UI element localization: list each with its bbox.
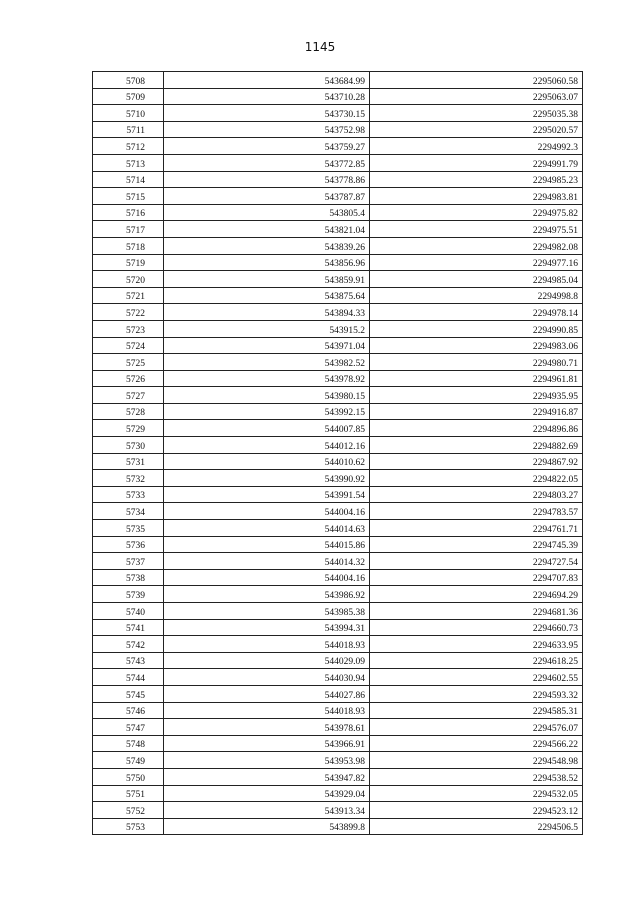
y-coordinate-cell: 2294961.81 — [370, 370, 583, 387]
x-coordinate-cell: 543915.2 — [164, 320, 370, 337]
point-id-cell: 5753 — [93, 818, 164, 835]
y-coordinate-cell: 2294660.73 — [370, 619, 583, 636]
x-coordinate-cell: 543966.91 — [164, 735, 370, 752]
point-id-cell: 5724 — [93, 337, 164, 354]
x-coordinate-cell: 543899.8 — [164, 818, 370, 835]
table-row — [93, 437, 583, 454]
y-coordinate-cell: 2294523.12 — [370, 802, 583, 819]
x-coordinate-cell: 543710.28 — [164, 88, 370, 105]
table-row — [93, 536, 583, 553]
y-coordinate-cell: 2294822.05 — [370, 470, 583, 487]
x-coordinate-cell: 543982.52 — [164, 354, 370, 371]
table-row — [93, 387, 583, 404]
point-id-cell: 5720 — [93, 271, 164, 288]
x-coordinate-cell: 543929.04 — [164, 785, 370, 802]
x-coordinate-cell: 543992.15 — [164, 403, 370, 420]
x-coordinate-cell: 544012.16 — [164, 437, 370, 454]
table-row — [93, 603, 583, 620]
y-coordinate-cell: 2294633.95 — [370, 636, 583, 653]
table-row — [93, 669, 583, 686]
table-row — [93, 221, 583, 238]
table-row — [93, 702, 583, 719]
y-coordinate-cell: 2295060.58 — [370, 72, 583, 89]
x-coordinate-cell: 543971.04 — [164, 337, 370, 354]
table-row — [93, 105, 583, 122]
y-coordinate-cell: 2294982.08 — [370, 237, 583, 254]
y-coordinate-cell: 2294681.36 — [370, 603, 583, 620]
point-id-cell: 5716 — [93, 204, 164, 221]
x-coordinate-cell: 543821.04 — [164, 221, 370, 238]
point-id-cell: 5751 — [93, 785, 164, 802]
point-id-cell: 5734 — [93, 503, 164, 520]
y-coordinate-cell: 2294761.71 — [370, 520, 583, 537]
y-coordinate-cell: 2295020.57 — [370, 121, 583, 138]
table-row — [93, 72, 583, 89]
table-row — [93, 768, 583, 785]
x-coordinate-cell: 543805.4 — [164, 204, 370, 221]
y-coordinate-cell: 2294990.85 — [370, 320, 583, 337]
table-row — [93, 420, 583, 437]
y-coordinate-cell: 2294975.82 — [370, 204, 583, 221]
y-coordinate-cell: 2294602.55 — [370, 669, 583, 686]
x-coordinate-cell: 544007.85 — [164, 420, 370, 437]
table-row — [93, 636, 583, 653]
y-coordinate-cell: 2294506.5 — [370, 818, 583, 835]
point-id-cell: 5709 — [93, 88, 164, 105]
x-coordinate-cell: 543875.64 — [164, 287, 370, 304]
table-row — [93, 520, 583, 537]
x-coordinate-cell: 544004.16 — [164, 503, 370, 520]
x-coordinate-cell: 543978.92 — [164, 370, 370, 387]
table-row — [93, 337, 583, 354]
point-id-cell: 5725 — [93, 354, 164, 371]
table-row — [93, 802, 583, 819]
table-row — [93, 320, 583, 337]
x-coordinate-cell: 544030.94 — [164, 669, 370, 686]
x-coordinate-cell: 543778.86 — [164, 171, 370, 188]
x-coordinate-cell: 544004.16 — [164, 569, 370, 586]
table-row — [93, 138, 583, 155]
y-coordinate-cell: 2294618.25 — [370, 652, 583, 669]
point-id-cell: 5710 — [93, 105, 164, 122]
y-coordinate-cell: 2294694.29 — [370, 586, 583, 603]
point-id-cell: 5711 — [93, 121, 164, 138]
y-coordinate-cell: 2294978.14 — [370, 304, 583, 321]
x-coordinate-cell: 543839.26 — [164, 237, 370, 254]
table-row — [93, 735, 583, 752]
table-row — [93, 553, 583, 570]
y-coordinate-cell: 2294707.83 — [370, 569, 583, 586]
y-coordinate-cell: 2294532.05 — [370, 785, 583, 802]
y-coordinate-cell: 2294882.69 — [370, 437, 583, 454]
point-id-cell: 5749 — [93, 752, 164, 769]
point-id-cell: 5723 — [93, 320, 164, 337]
table-row — [93, 154, 583, 171]
point-id-cell: 5741 — [93, 619, 164, 636]
table-row — [93, 486, 583, 503]
x-coordinate-cell: 543772.85 — [164, 154, 370, 171]
point-id-cell: 5717 — [93, 221, 164, 238]
point-id-cell: 5733 — [93, 486, 164, 503]
y-coordinate-cell: 2294803.27 — [370, 486, 583, 503]
y-coordinate-cell: 2294585.31 — [370, 702, 583, 719]
y-coordinate-cell: 2294985.04 — [370, 271, 583, 288]
y-coordinate-cell: 2295063.07 — [370, 88, 583, 105]
point-id-cell: 5722 — [93, 304, 164, 321]
y-coordinate-cell: 2294985.23 — [370, 171, 583, 188]
x-coordinate-cell: 543985.38 — [164, 603, 370, 620]
y-coordinate-cell: 2294980.71 — [370, 354, 583, 371]
x-coordinate-cell: 543730.15 — [164, 105, 370, 122]
y-coordinate-cell: 2294566.22 — [370, 735, 583, 752]
point-id-cell: 5712 — [93, 138, 164, 155]
x-coordinate-cell: 544018.93 — [164, 636, 370, 653]
table-row — [93, 453, 583, 470]
point-id-cell: 5750 — [93, 768, 164, 785]
x-coordinate-cell: 544027.86 — [164, 685, 370, 702]
x-coordinate-cell: 543759.27 — [164, 138, 370, 155]
point-id-cell: 5742 — [93, 636, 164, 653]
point-id-cell: 5715 — [93, 188, 164, 205]
point-id-cell: 5745 — [93, 685, 164, 702]
x-coordinate-cell: 543978.61 — [164, 719, 370, 736]
point-id-cell: 5708 — [93, 72, 164, 89]
table-row — [93, 619, 583, 636]
y-coordinate-cell: 2294983.81 — [370, 188, 583, 205]
point-id-cell: 5731 — [93, 453, 164, 470]
x-coordinate-cell: 543986.92 — [164, 586, 370, 603]
y-coordinate-cell: 2294916.87 — [370, 403, 583, 420]
table-row — [93, 652, 583, 669]
y-coordinate-cell: 2294975.51 — [370, 221, 583, 238]
table-row — [93, 287, 583, 304]
x-coordinate-cell: 543994.31 — [164, 619, 370, 636]
point-id-cell: 5732 — [93, 470, 164, 487]
x-coordinate-cell: 543947.82 — [164, 768, 370, 785]
coordinates-table-body — [93, 72, 583, 835]
point-id-cell: 5743 — [93, 652, 164, 669]
x-coordinate-cell: 544014.32 — [164, 553, 370, 570]
point-id-cell: 5737 — [93, 553, 164, 570]
x-coordinate-cell: 543980.15 — [164, 387, 370, 404]
table-row — [93, 370, 583, 387]
y-coordinate-cell: 2294896.86 — [370, 420, 583, 437]
table-row — [93, 354, 583, 371]
point-id-cell: 5747 — [93, 719, 164, 736]
x-coordinate-cell: 544010.62 — [164, 453, 370, 470]
y-coordinate-cell: 2294745.39 — [370, 536, 583, 553]
y-coordinate-cell: 2294867.92 — [370, 453, 583, 470]
x-coordinate-cell: 543684.99 — [164, 72, 370, 89]
x-coordinate-cell: 544018.93 — [164, 702, 370, 719]
x-coordinate-cell: 543913.34 — [164, 802, 370, 819]
table-row — [93, 719, 583, 736]
point-id-cell: 5718 — [93, 237, 164, 254]
y-coordinate-cell: 2294538.52 — [370, 768, 583, 785]
x-coordinate-cell: 544015.86 — [164, 536, 370, 553]
point-id-cell: 5730 — [93, 437, 164, 454]
x-coordinate-cell: 543787.87 — [164, 188, 370, 205]
table-row — [93, 569, 583, 586]
x-coordinate-cell: 543894.33 — [164, 304, 370, 321]
page-number: 1145 — [304, 40, 336, 54]
table-row — [93, 752, 583, 769]
table-row — [93, 171, 583, 188]
point-id-cell: 5740 — [93, 603, 164, 620]
point-id-cell: 5729 — [93, 420, 164, 437]
table-row — [93, 818, 583, 835]
point-id-cell: 5719 — [93, 254, 164, 271]
point-id-cell: 5735 — [93, 520, 164, 537]
coordinates-table — [92, 71, 583, 835]
y-coordinate-cell: 2294727.54 — [370, 553, 583, 570]
point-id-cell: 5721 — [93, 287, 164, 304]
point-id-cell: 5744 — [93, 669, 164, 686]
point-id-cell: 5748 — [93, 735, 164, 752]
y-coordinate-cell: 2294977.16 — [370, 254, 583, 271]
y-coordinate-cell: 2294935.95 — [370, 387, 583, 404]
table-row — [93, 121, 583, 138]
x-coordinate-cell: 543752.98 — [164, 121, 370, 138]
point-id-cell: 5736 — [93, 536, 164, 553]
table-row — [93, 254, 583, 271]
y-coordinate-cell: 2294998.8 — [370, 287, 583, 304]
x-coordinate-cell: 543859.91 — [164, 271, 370, 288]
x-coordinate-cell: 543953.98 — [164, 752, 370, 769]
x-coordinate-cell: 543856.96 — [164, 254, 370, 271]
x-coordinate-cell: 543990.92 — [164, 470, 370, 487]
table-row — [93, 503, 583, 520]
table-row — [93, 237, 583, 254]
table-row — [93, 685, 583, 702]
table-row — [93, 188, 583, 205]
table-row — [93, 204, 583, 221]
point-id-cell: 5752 — [93, 802, 164, 819]
table-row — [93, 586, 583, 603]
y-coordinate-cell: 2294983.06 — [370, 337, 583, 354]
y-coordinate-cell: 2294548.98 — [370, 752, 583, 769]
table-row — [93, 470, 583, 487]
x-coordinate-cell: 544029.09 — [164, 652, 370, 669]
table-row — [93, 403, 583, 420]
table-row — [93, 88, 583, 105]
x-coordinate-cell: 544014.63 — [164, 520, 370, 537]
point-id-cell: 5726 — [93, 370, 164, 387]
table-row — [93, 785, 583, 802]
y-coordinate-cell: 2295035.38 — [370, 105, 583, 122]
point-id-cell: 5714 — [93, 171, 164, 188]
table-row — [93, 271, 583, 288]
point-id-cell: 5727 — [93, 387, 164, 404]
point-id-cell: 5728 — [93, 403, 164, 420]
y-coordinate-cell: 2294783.57 — [370, 503, 583, 520]
y-coordinate-cell: 2294576.07 — [370, 719, 583, 736]
point-id-cell: 5738 — [93, 569, 164, 586]
x-coordinate-cell: 543991.54 — [164, 486, 370, 503]
y-coordinate-cell: 2294593.32 — [370, 685, 583, 702]
table-row — [93, 304, 583, 321]
point-id-cell: 5713 — [93, 154, 164, 171]
point-id-cell: 5739 — [93, 586, 164, 603]
y-coordinate-cell: 2294992.3 — [370, 138, 583, 155]
y-coordinate-cell: 2294991.79 — [370, 154, 583, 171]
point-id-cell: 5746 — [93, 702, 164, 719]
